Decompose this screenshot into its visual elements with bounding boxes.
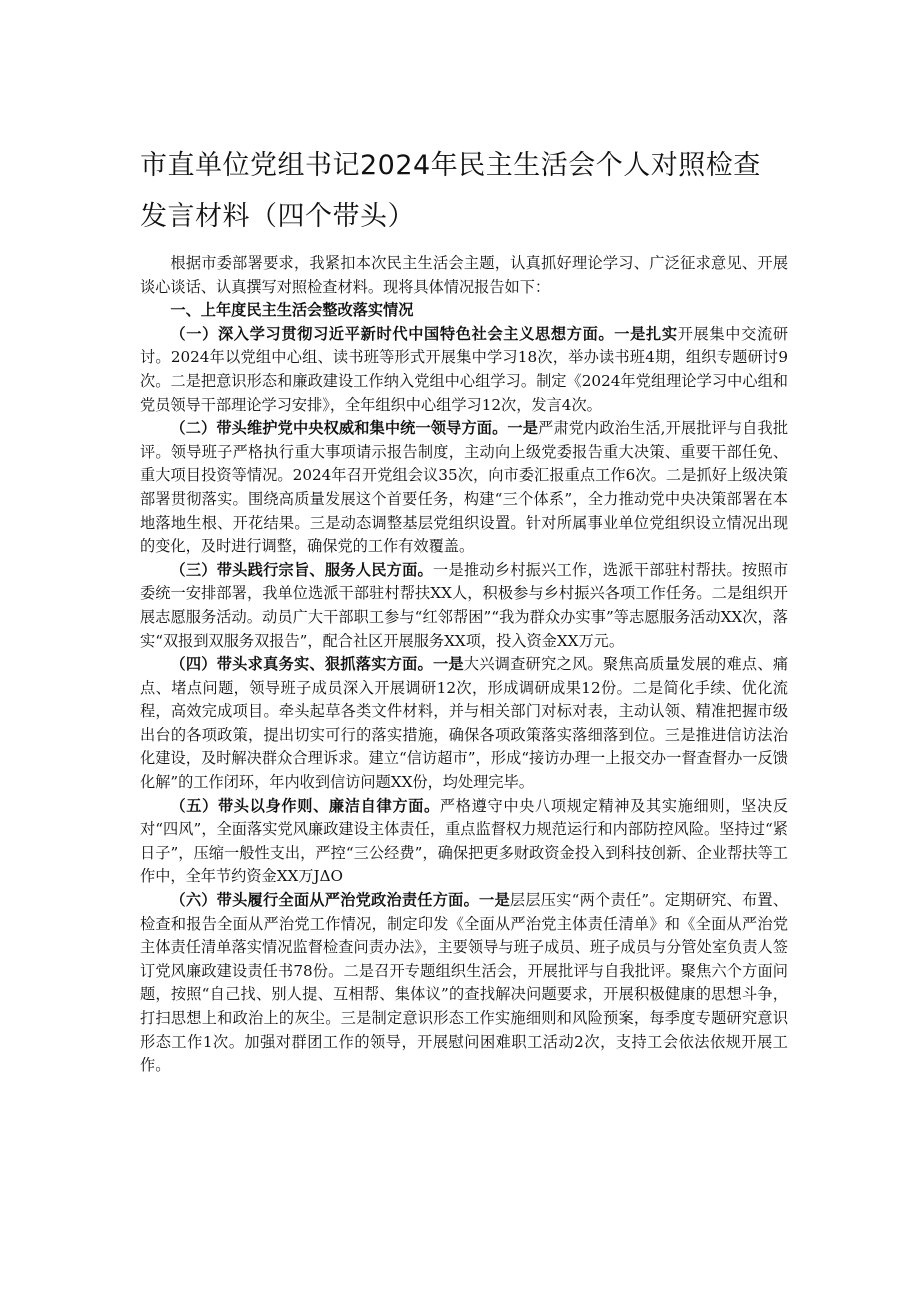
item-body: 严肃党内政治生活,开展批评与自我批评。领导班子严格执行重大事项请示报告制度，主动向上级党委报告重大决策、重要干部任免、重大项目投资等情况。2024年召开党组会议35次，向市委汇报重点工作6次。二是抓好上级决策部署贯彻落实。围绕高质量发展这个首要任务，构建“三个体系”，全力推动党中央决策部署在本地落地生根、开花结果。三是动态调整基层党组织设置。针对所属事业单位党组织设立情况出现的变化，及时进行调整，确保党的工作有效覆盖。 [140, 419, 789, 556]
item-lead: （六）带头履行全面从严治党政治责任方面。一是 [170, 891, 510, 910]
item-lead: （三）带头践行宗旨、服务人民方面。 [170, 560, 433, 579]
item-body: 层层压实“两个责任”。定期研究、布置、检查和报告全面从严治党工作情况，制定印发《全面从严治党主体责任清单》和《全面从严治党主体责任清单落实情况监督检查问责办法》，主要领导与班子成员、班子成员与分管处室负责人签订党风廉政建设责任书78份。二是召开专题组织生活会，开展批评与自我批评。聚焦六个方面问题，按照“自己找、别人提、互相帮、集体议”的查找解决问题要求，开展积极健康的思想斗争，打扫思想上和政治上的灰尘。三是制定意识形态工作实施细则和风险预案，每季度专题研究意识形态工作1次。加强对群团工作的领导，开展慰问困难职工活动2次，支持工会依法依规开展工作。 [140, 891, 789, 1075]
item-paragraph-3 [140, 559, 788, 653]
item-paragraph-5 [140, 795, 788, 889]
title-line-2: 发言材料（四个带头） [140, 201, 415, 232]
item-paragraph-4 [140, 653, 788, 795]
item-paragraph-2 [140, 417, 788, 559]
item-lead: （五）带头以身作则、廉洁自律方面。 [170, 796, 440, 815]
item-lead: （四）带头求真务实、狠抓落实方面。一是 [170, 655, 464, 674]
item-body: 开展集中交流研讨。2024年以党组中心组、读书班等形式开展集中学习18次，举办读书班4期，组织专题研讨9次。二是把意识形态和廉政建设工作纳入党组中心组学习。制定《2024年党组理论学习中心组和党员领导干部理论学习安排》，全年组织中心组学习12次，发言4次。 [140, 324, 789, 414]
document-title [140, 140, 788, 242]
item-lead: （一）深入学习贯彻习近平新时代中国特色社会主义思想方面。一是扎实 [170, 324, 678, 343]
intro-paragraph: 根据市委部署要求，我紧扣本次民主生活会主题，认真抓好理论学习、广泛征求意见、开展谈心谈话、认真撰写对照检查材料。现将具体情况报告如下： [140, 254, 788, 296]
document-page [140, 140, 788, 1078]
item-body: 严格遵守中央八项规定精神及其实施细则，坚决反对“四风”，全面落实党风廉政建设主体责任，重点监督权力规范运行和内部防控风险。坚持过“紧日子”，压缩一般性支出，严控“三公经费”，确保把更多财政资金投入到科技创新、企业帮扶等工作中，全年节约资金XX万JΔO [140, 796, 789, 886]
item-paragraph-1 [140, 323, 788, 417]
item-body: 一是推动乡村振兴工作，选派干部驻村帮扶。按照市委统一安排部署，我单位选派干部驻村帮扶XX人，积极参与乡村振兴各项工作任务。二是组织开展志愿服务活动。动员广大干部职工参与“红邻帮困”“我为群众办实事”等志愿服务活动XX次，落实“双报到双服务双报告”，配合社区开展服务XX项，投入资金XX万元。 [140, 560, 789, 650]
title-line-1: 市直单位党组书记2024年民主生活会个人对照检查 [140, 150, 761, 181]
section-heading: 一、上年度民主生活会整改落实情况 [170, 301, 414, 320]
item-lead: （二）带头维护党中央权威和集中统一领导方面。一是 [170, 419, 539, 438]
item-body: 大兴调查研究之风。聚焦高质量发展的难点、痛点、堵点问题，领导班子成员深入开展调研12次，形成调研成果12份。二是简化手续、优化流程，高效完成项目。牵头起草各类文件材料，并与相关部门对标对表，主动认领、精准把握市级出台的各项政策，提出切实可行的落实措施，确保各项政策落实落细落到位。三是推进信访法治化建设，及时解决群众合理诉求。建立“信访超市”，形成“接访办理一上报交办一督查督办一反馈化解”的工作闭环，年内收到信访问题XX份，均处理完毕。 [140, 655, 789, 792]
item-paragraph-6 [140, 889, 788, 1078]
